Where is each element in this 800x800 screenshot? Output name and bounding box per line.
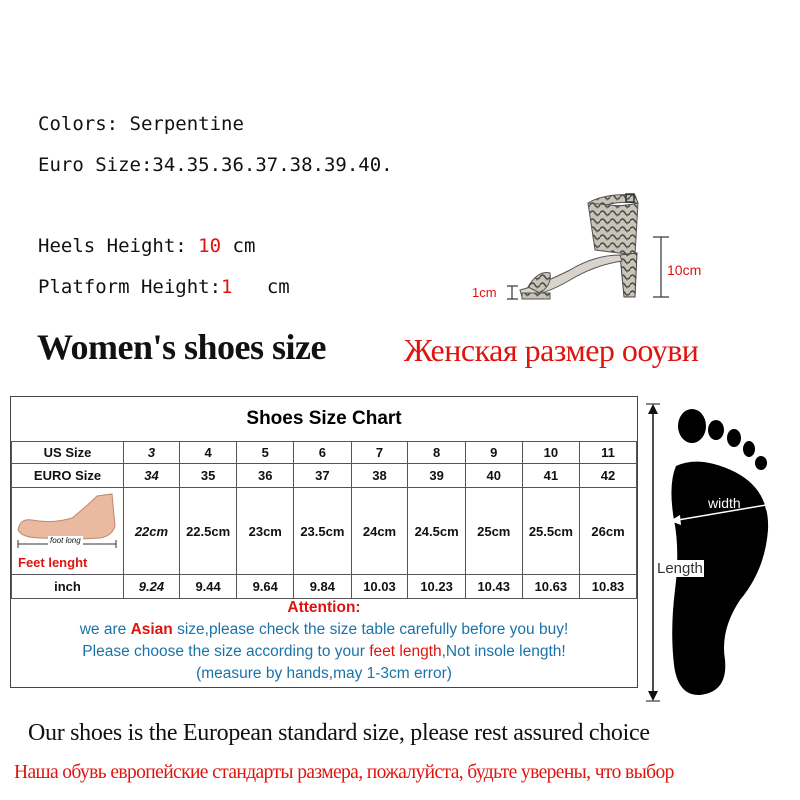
banner-english: Women's shoes size xyxy=(37,327,327,367)
platform-dim-label: 1cm xyxy=(472,285,497,300)
footer-english: Our shoes is the European standard size, please rest assured choice xyxy=(28,720,650,746)
platform-height-unit: cm xyxy=(266,276,290,298)
euro-size-line xyxy=(38,154,393,176)
us-cell: 11 xyxy=(580,442,637,464)
attention-line-2 xyxy=(11,641,637,663)
cm-cell: 24cm xyxy=(351,488,408,575)
cm-cell: 23.5cm xyxy=(294,488,351,575)
heel-height-value: 10 xyxy=(198,235,222,257)
chart-title: Shoes Size Chart xyxy=(11,397,637,442)
inch-cell: 10.83 xyxy=(580,575,637,599)
euro-cell: 41 xyxy=(522,464,579,488)
us-cell: 8 xyxy=(408,442,465,464)
attention-highlight: Asian xyxy=(130,621,173,638)
euro-size-label: Euro Size: xyxy=(38,154,153,176)
euro-size-value: 34.35.36.37.38.39.40. xyxy=(152,154,393,176)
euro-cell: 42 xyxy=(580,464,637,488)
us-cell: 6 xyxy=(294,442,351,464)
attention-highlight: feet length xyxy=(369,643,442,660)
cm-cell: 23cm xyxy=(237,488,294,575)
euro-cell: 37 xyxy=(294,464,351,488)
cm-cell: 22cm xyxy=(124,488,180,575)
us-cell: 9 xyxy=(465,442,522,464)
inch-cell: 9.24 xyxy=(124,575,180,599)
attention-text: size,please check the size table carefully before you buy! xyxy=(172,621,569,638)
cm-cell: 24.5cm xyxy=(408,488,465,575)
heel-dim-label: 10cm xyxy=(667,262,702,278)
platform-height-label: Platform Height: xyxy=(38,276,222,298)
us-cell: 5 xyxy=(237,442,294,464)
attention-notice xyxy=(11,597,637,685)
platform-height-line xyxy=(38,276,290,298)
inch-label: inch xyxy=(12,575,124,599)
euro-size-row xyxy=(12,464,637,488)
length-label: Length xyxy=(657,560,703,577)
euro-cell: 39 xyxy=(408,464,465,488)
inch-cell: 9.64 xyxy=(237,575,294,599)
heel-height-label: Heels Height: xyxy=(38,235,187,257)
platform-height-value: 1 xyxy=(221,276,233,298)
size-chart xyxy=(10,396,638,688)
us-cell: 10 xyxy=(522,442,579,464)
attention-title: Attention: xyxy=(287,599,361,616)
attention-text: Please choose the size according to your xyxy=(82,643,370,660)
attention-text: ,Not insole length! xyxy=(441,643,566,660)
cm-cell: 26cm xyxy=(580,488,637,575)
us-cell: 3 xyxy=(124,442,180,464)
foot-long-caption: foot long xyxy=(50,536,81,545)
euro-cell: 34 xyxy=(124,464,180,488)
euro-cell: 36 xyxy=(237,464,294,488)
heel-height-unit: cm xyxy=(232,235,256,257)
attention-text: we are xyxy=(79,621,131,638)
cm-cell: 25.5cm xyxy=(522,488,579,575)
inch-cell: 10.63 xyxy=(522,575,579,599)
cm-cell: 25cm xyxy=(465,488,522,575)
euro-cell: 40 xyxy=(465,464,522,488)
banner-russian: Женская размер ооуви xyxy=(404,332,699,368)
us-size-label: US Size xyxy=(12,442,124,464)
feet-length-label: Feet lenght xyxy=(18,555,88,570)
euro-size-row-label: EURO Size xyxy=(12,464,124,488)
feet-length-cell xyxy=(12,488,124,575)
cm-cell: 22.5cm xyxy=(179,488,236,575)
inch-cell: 9.44 xyxy=(179,575,236,599)
attention-line-3: (measure by hands,may 1-3cm error) xyxy=(196,665,452,682)
colors-value: Serpentine xyxy=(129,113,244,135)
colors-line xyxy=(38,113,244,135)
euro-cell: 38 xyxy=(351,464,408,488)
euro-cell: 35 xyxy=(179,464,236,488)
inch-cell: 10.03 xyxy=(351,575,408,599)
sandal-illustration xyxy=(470,185,720,310)
inch-cell: 10.43 xyxy=(465,575,522,599)
size-table xyxy=(11,441,637,599)
inch-cell: 9.84 xyxy=(294,575,351,599)
colors-label: Colors: xyxy=(38,113,119,135)
us-cell: 7 xyxy=(351,442,408,464)
heel-height-line xyxy=(38,235,255,257)
us-size-row xyxy=(12,442,637,464)
foot-measure-diagram xyxy=(640,400,790,705)
width-label: width xyxy=(708,495,741,511)
inch-cell: 10.23 xyxy=(408,575,465,599)
footer-russian: Наша обувь европейские стандарты размера, пожалуйста, будьте уверены, что выбор xyxy=(14,762,674,783)
feet-length-row xyxy=(12,488,637,575)
inch-row xyxy=(12,575,637,599)
us-cell: 4 xyxy=(179,442,236,464)
attention-line-1 xyxy=(11,619,637,641)
